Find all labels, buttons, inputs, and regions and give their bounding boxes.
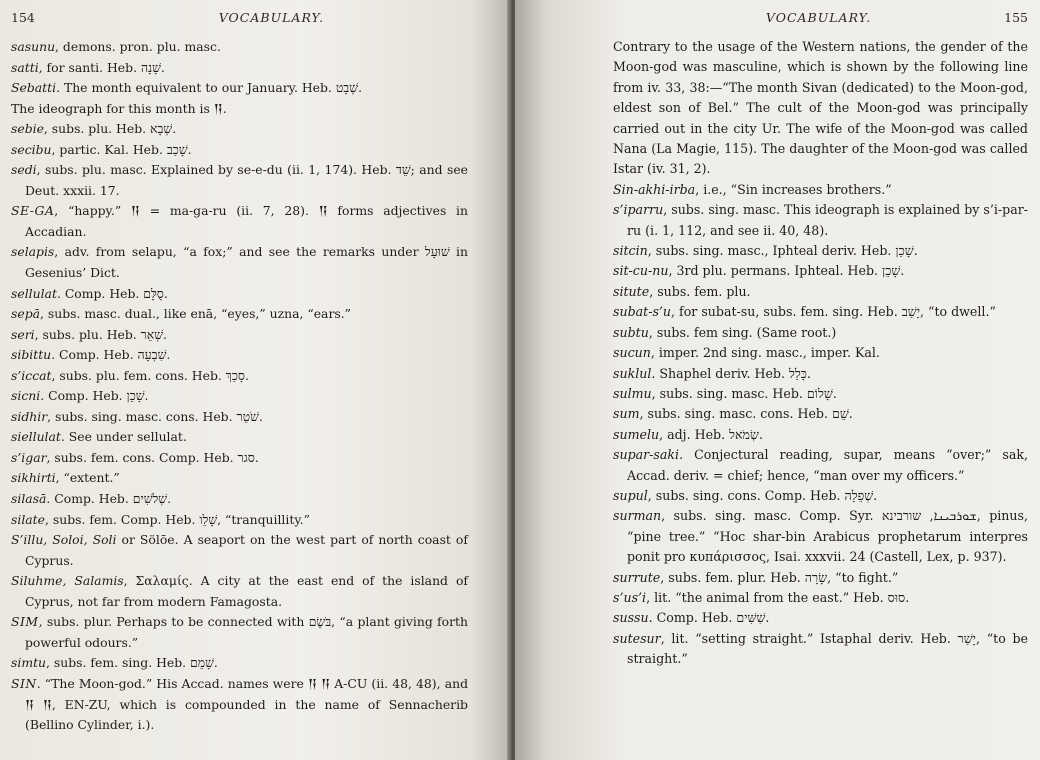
entry-text: , subs. fem. Comp. Heb. שָׁלֵו, “tranquillity.” [44,511,310,527]
left-entries [11,37,468,736]
entry-text: , subs. plur. Perhaps to be connected with בֹּשֶׂם, “a plant giving forth powerful odours.” [25,614,468,650]
vocab-entry [613,261,1028,281]
left-page [0,0,512,760]
entry-headword: surman [613,508,662,524]
entry-text: . Comp. Heb. שִׁבְעָה. [51,347,171,363]
entry-headword: surrute [613,569,661,585]
entry-text: , Σαλαμίς. A city at the east end of the island of Cyprus, not far from modern Famagosta. [25,573,468,609]
vocab-entry [11,119,468,140]
entry-text: , subs. sing. masc. cons. Heb. שֵׁם. [639,406,853,422]
vocab-entry [11,201,468,242]
entry-text: , subs. sing. masc. cons. Heb. שֹׁטֵר. [47,408,263,424]
entry-text: , “extent.” [55,470,120,486]
vocab-entry [613,241,1028,261]
vocab-entry [613,343,1028,363]
vocab-entry [11,140,468,161]
intro-paragraph: Contrary to the usage of the Western nations, the gender of the Moon-god was masculine, which is shown by the following line from iv. 33, 38:—“The month Sivan (dedicated) to the Moon-god, eldest son of Bel.” The cult of the Moon-god was principally carried out in the city Ur. The wife of the Moon-god was called Nana (La Magie, 115). The daughter of the Moon-god was called Istar (iv. 31, 2). [613,39,1028,177]
vocab-entry [11,510,468,531]
entry-headword: Siluhme, Salamis [11,573,124,589]
left-running-title: VOCABULARY. [218,10,325,25]
vocab-entry [11,78,468,99]
entry-headword: sibittu [11,347,52,363]
right-page [515,0,1040,760]
entry-headword: simtu [11,655,47,671]
entry-headword: suklul [613,365,652,381]
vocab-entry [11,37,468,58]
vocab-entry [11,407,468,428]
entry-text: . The month equivalent to our January. Heb. שְׁבָט. [56,80,363,96]
entry-headword: sitcin [613,243,648,259]
entry-headword: seri [11,326,35,342]
vocab-entry [11,468,468,489]
vocab-entry [11,58,468,79]
vocab-entry [613,506,1028,567]
entry-headword: situte [613,283,650,299]
vocab-entry [613,404,1028,424]
entry-headword: sum [613,406,640,422]
vocab-entry [11,448,468,469]
entry-headword: sussu [613,610,649,626]
entry-text: , subs. fem. plur. Heb. שָׂרָה, “to fight.” [660,569,899,585]
entry-headword: sedi [11,162,37,178]
entry-headword: supar-saki [613,447,680,463]
entry-text: , subs. sing. masc. Heb. שָׁלוֹם. [651,385,837,401]
vocab-entry [613,282,1028,302]
entry-text: or Sölōe. A seaport on the west part of north coast of Cyprus. [25,532,468,568]
vocab-entry [11,160,468,201]
entry-text: , lit. “the animal from the east.” Heb. סוּס. [646,589,910,605]
entry-text: , demons. pron. plu. masc. [55,39,221,54]
entry-text: , “happy.” 𒀀 = ma-ga-ru (ii. 7, 28). 𒀀 forms adjectives in Accadian. [25,203,468,239]
entry-text: , subs. sing. cons. Comp. Heb. שְׁפֵלָה. [647,487,878,503]
entry-text: , subs. sing. masc., Iphteal deriv. Heb. שָׁכַן. [647,243,918,259]
entry-text: . Comp. Heb. שִׁשִּׁים. [648,610,770,626]
entry-headword: siellulat [11,429,61,445]
entry-headword: s’us’i [613,589,647,605]
entry-text: , subs. sing. masc. Comp. Syr. ܫܘܪܒܝܢܐ, שורבינא, pinus, “pine tree.” “Hoc shar-bin Arabicus prophetarum interpres ponit pro κυπάρισσος, Isai. xxxvii. 24 (Castell, Lex, p. 937). [627,508,1028,565]
entry-headword: supul [613,487,648,503]
right-entries [613,37,1028,670]
entry-text: , 3rd plu. permans. Iphteal. Heb. שָׁכֵן. [668,263,905,279]
entry-headword: Sin-akhi-irba [613,181,696,197]
vocab-entry [11,366,468,387]
entry-text: . Conjectural reading, supar, means “over;” sak, Accad. deriv. = chief; hence, “man over my officers.” [627,447,1028,483]
entry-text: , partic. Kal. Heb. שָׁכַב. [51,141,192,157]
entry-headword: silate [11,511,45,527]
entry-text: . Comp. Heb. שָׁכֵן. [40,388,149,404]
left-page-number: 154 [11,10,35,25]
vocab-entry [11,489,468,510]
entry-text: , subs. plu. Heb. שְׁאֵר. [34,326,167,342]
entry-text: , lit. “setting straight.” Istaphal deriv. Heb. יָשַׁר, “to be straight.” [627,630,1028,667]
vocab-entry [11,427,468,448]
entry-headword: sulmu [613,385,652,401]
entry-headword: sepā [11,306,41,322]
entry-text: , for subat-su, subs. fem. sing. Heb. יָשַׁב, “to dwell.” [671,304,996,320]
vocab-entry [11,386,468,407]
entry-text: , subs. plu. Heb. שְׁבָא. [43,121,177,137]
entry-headword: Sebatti [11,80,57,96]
entry-headword: SIM [11,614,39,630]
entry-headword: SIN [11,675,37,691]
entry-text: , subs. plu. masc. Explained by se-e-du (ii. 1, 174). Heb. שֵׁד; and see Deut. xxxii. 17. [25,162,469,198]
vocab-entry [11,345,468,366]
entry-text: , adv. from selapu, “a fox;” and see the remarks under שׁוּעָל in Gesenius’ Dict. [25,244,469,281]
vocab-entry [11,284,468,305]
entry-text: . Comp. Heb. שְׁלשִׁים. [46,491,172,507]
entry-text: , subs. fem sing. (Same root.) [648,324,837,340]
left-running-head [11,10,468,30]
entry-headword: selapis [11,244,55,260]
vocab-entry [613,364,1028,384]
entry-headword: s’igar [11,449,47,465]
entry-headword: subat-s’u [613,304,672,320]
vocab-entry [11,571,468,612]
entry-headword: silasā [11,491,47,507]
entry-headword: sasunu [11,39,56,54]
entry-text: . “The Moon-god.” His Accad. names were 𒀀 𒀀 A-CU (ii. 48, 48), and 𒀀 𒀀, EN-ZU, which is compounded in the name of Sennacherib (Bellino Cylinder, i.). [25,675,468,733]
entry-text: , subs. fem. cons. Comp. Heb. סגר. [46,449,259,465]
entry-headword: secibu [11,141,52,157]
entry-headword: sidhir [11,408,48,424]
vocab-entry [613,588,1028,608]
vocab-entry [613,608,1028,628]
entry-headword: sucun [613,345,651,361]
entry-text: , adj. Heb. שְׂמֹאל. [659,426,763,442]
vocab-entry [11,304,468,325]
entry-text: , for santi. Heb. שָׁנָה. [38,59,165,75]
vocab-entry [613,425,1028,445]
vocab-entry [613,200,1028,241]
entry-text: , subs. sing. masc. This ideograph is explained by s’i-par-ru (i. 1, 112, and see ii. 40, 48). [627,202,1028,238]
vocab-entry [11,325,468,346]
entry-text: . Comp. Heb. סֻלָּם. [56,285,168,301]
vocab-entry [613,486,1028,506]
vocab-entry [613,629,1028,670]
entry-headword: sit-cu-nu [613,263,669,279]
entry-text: . Shaphel deriv. Heb. כָּלַל. [651,365,811,381]
entry-headword: sellulat [11,285,57,301]
vocab-entry [613,445,1028,486]
vocab-entry [11,653,468,674]
vocab-entry [613,568,1028,588]
right-running-title: VOCABULARY. [765,10,872,25]
entry-headword: S’illu, Soloi, Soli [11,532,117,548]
vocab-entry [613,384,1028,404]
vocab-entry [11,242,468,283]
vocab-entry [613,323,1028,343]
entry-headword: sikhirti [11,470,56,486]
entry-headword: s’iparru [613,202,664,218]
vocab-entry [11,99,468,120]
entry-headword: sutesur [613,630,661,646]
entry-text: , subs. plu. fem. cons. Heb. סָכַךְ. [51,367,249,383]
vocab-entry [613,302,1028,322]
right-page-number: 155 [1004,10,1028,25]
vocab-entry [613,180,1028,200]
vocab-entry [11,612,468,653]
entry-headword: satti [11,59,39,75]
vocab-entry [11,674,468,736]
entry-text: , imper. 2nd sing. masc., imper. Kal. [650,345,880,361]
entry-headword: SE-GA [11,203,55,219]
vocab-entry [11,530,468,571]
entry-headword: s’iccat [11,367,52,383]
entry-headword: sumelu [613,426,660,442]
right-running-head [613,10,1028,30]
entry-headword: sebie [11,121,44,137]
entry-text: , i.e., “Sin increases brothers.” [695,181,892,197]
entry-text: The ideograph for this month is 𒀀. [11,100,227,116]
entry-headword: sicni [11,388,41,404]
entry-text: . See under sellulat. [60,429,187,445]
entry-headword: subtu [613,324,649,340]
entry-text: , subs. fem. sing. Heb. שָׁמֵם. [46,655,218,671]
entry-text: , subs. fem. plu. [649,283,751,299]
entry-text: , subs. masc. dual., like enā, “eyes,” uzna, “ears.” [40,306,352,322]
